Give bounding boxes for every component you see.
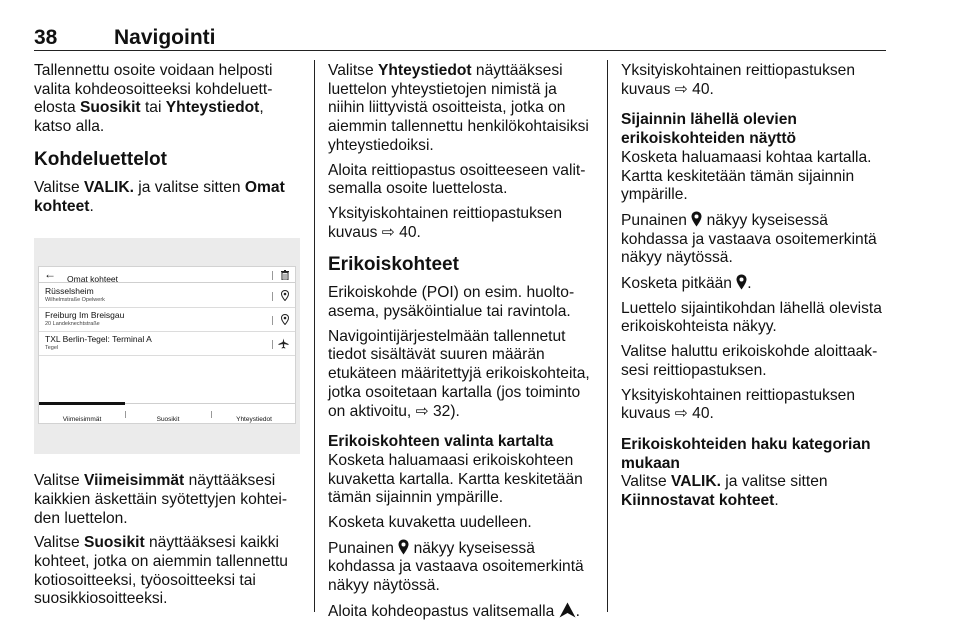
sub-heading: Erikoiskohteen valinta kartalta (328, 433, 554, 451)
poi-data-paragraph: Navigointijärjestelmään tallennetut tiedot sisältävät suuren määrän etukäteen määritettyjä erikoiskohteita, jotka osoitetaan kartalla (jos toiminto on aktivoitu, ⇨ 32). (328, 327, 590, 420)
column-divider (607, 60, 608, 612)
column-divider (314, 60, 315, 612)
screen-title-bar (39, 267, 295, 283)
page-header (34, 26, 886, 50)
destination-row[interactable]: Freiburg Im Breisgau 20 Landeknechtstraße (39, 308, 295, 332)
recent-paragraph: Valitse Viimeisimmät näyttääksesi kaikkien äskettäin syötettyjen kohteiden luettelon. (34, 472, 288, 527)
page-reference-arrow-icon: ⇨ (674, 405, 688, 423)
section-heading: Erikoiskohteet (328, 254, 459, 276)
intro-paragraph: Tallennettu osoite voidaan helposti valita kohdeosoitteeksi kohdeluettelosta Suosikit tai Yhteystiedot, katso alla. (34, 62, 273, 136)
start-guidance-paragraph: Aloita reittiopastus osoitteeseen valitsemalla osoite luettelosta. (328, 161, 586, 198)
tab-favourites[interactable]: Suosikit (156, 416, 180, 424)
destination-row[interactable]: Rüsselsheim Wilhelmstraße Opelwerk (39, 284, 295, 308)
poi-definition: Erikoiskohde (POI) on esim. huoltoasema, pysäköintialue tai ravintola. (328, 284, 575, 321)
sub-heading: Erikoiskohteiden haku kategorian mukaan (621, 435, 871, 472)
column-2 (328, 62, 596, 628)
tab-bar (39, 403, 295, 425)
nearby-list-paragraph: Luettelo sijaintikohdan lähellä olevista erikoiskohteista näkyy. (621, 299, 882, 336)
page-title: Navigointi (114, 26, 216, 49)
location-pin-icon (691, 211, 702, 227)
tap-again-paragraph: Kosketa kuvaketta uudelleen. (328, 514, 532, 532)
screenshot-figure (34, 238, 300, 454)
location-pin-icon (736, 274, 747, 290)
long-press-paragraph: Kosketa pitkään . (621, 275, 752, 293)
tab-recent[interactable]: Viimeisimmät (62, 416, 102, 424)
select-instruction: Valitse VALIK. ja valitse sitten Omat kohteet. (34, 178, 285, 215)
red-pin-paragraph: Punainen näkyy kyseisessä kohdassa ja vastaava osoitemerkintä näkyy näytössä. (621, 211, 877, 267)
page-reference-arrow-icon: ⇨ (381, 223, 395, 241)
back-arrow-icon[interactable]: ← (44, 267, 56, 282)
tap-poi-paragraph: Kosketa haluamaasi erikoiskohteen kuvaketta kartalla. Kartta keskitetään tämän sijainnin ympärille. (328, 451, 583, 507)
page-number: 38 (34, 26, 58, 49)
reference-paragraph: Yksityiskohtainen reittiopastuksen kuvaus ⇨ 40. (328, 204, 563, 241)
column-1 (34, 62, 300, 615)
header-divider (34, 50, 886, 51)
page-reference-arrow-icon: ⇨ (674, 80, 688, 98)
page-reference-arrow-icon: ⇨ (415, 402, 429, 420)
section-heading: Kohdeluettelot (34, 148, 167, 170)
reference-paragraph: Yksityiskohtainen reittiopastuksen kuvaus ⇨ 40. (621, 386, 856, 423)
favourites-paragraph: Valitse Suosikit näyttääksesi kaikki kohteet, jotka on aiemmin tallennettu kotiosoitteeksi, työosoitteeksi tai suosikkiosoitteeksi. (34, 534, 288, 608)
location-pin-icon (398, 539, 409, 555)
column-3 (621, 62, 889, 517)
select-poi-paragraph: Valitse haluttu erikoiskohde aloittaaksesi reittiopastuksen. (621, 343, 878, 379)
trash-icon[interactable] (281, 270, 289, 280)
navigation-arrow-icon (559, 602, 576, 618)
destination-row[interactable]: TXL Berlin-Tegel: Terminal A Tegel (39, 332, 295, 356)
red-pin-paragraph: Punainen näkyy kyseisessä kohdassa ja vastaava osoitemerkintä näkyy näytössä. (328, 539, 584, 595)
contacts-paragraph: Valitse Yhteystiedot näyttääksesi luettelon yhteystietojen nimistä ja niihin liittyvistä osoitteista, jotka on aiemmin tallennettu henkilökohtaisiksi yhteystiedoiksi. (328, 62, 589, 154)
start-route-paragraph: Aloita kohdeopastus valitsemalla . (328, 602, 580, 620)
tab-contacts[interactable]: Yhteystiedot (236, 416, 272, 424)
sub-heading: Sijainnin lähellä olevien erikoiskohteiden näyttö (621, 111, 797, 148)
reference-paragraph: Yksityiskohtainen reittiopastuksen kuvaus ⇨ 40. (621, 62, 856, 98)
infotainment-screen (38, 266, 296, 424)
category-select-paragraph: Valitse VALIK. ja valitse sitten Kiinnostavat kohteet. (621, 473, 828, 510)
tap-map-paragraph: Kosketa haluamaasi kohtaa kartalla. Kartta keskitetään tämän sijainnin ympärille. (621, 148, 872, 204)
location-pin-icon[interactable] (281, 314, 289, 325)
screen-title: Omat kohteet (67, 274, 119, 285)
active-tab-indicator (39, 402, 125, 405)
location-pin-icon[interactable] (281, 290, 289, 301)
airplane-icon[interactable] (278, 338, 289, 349)
